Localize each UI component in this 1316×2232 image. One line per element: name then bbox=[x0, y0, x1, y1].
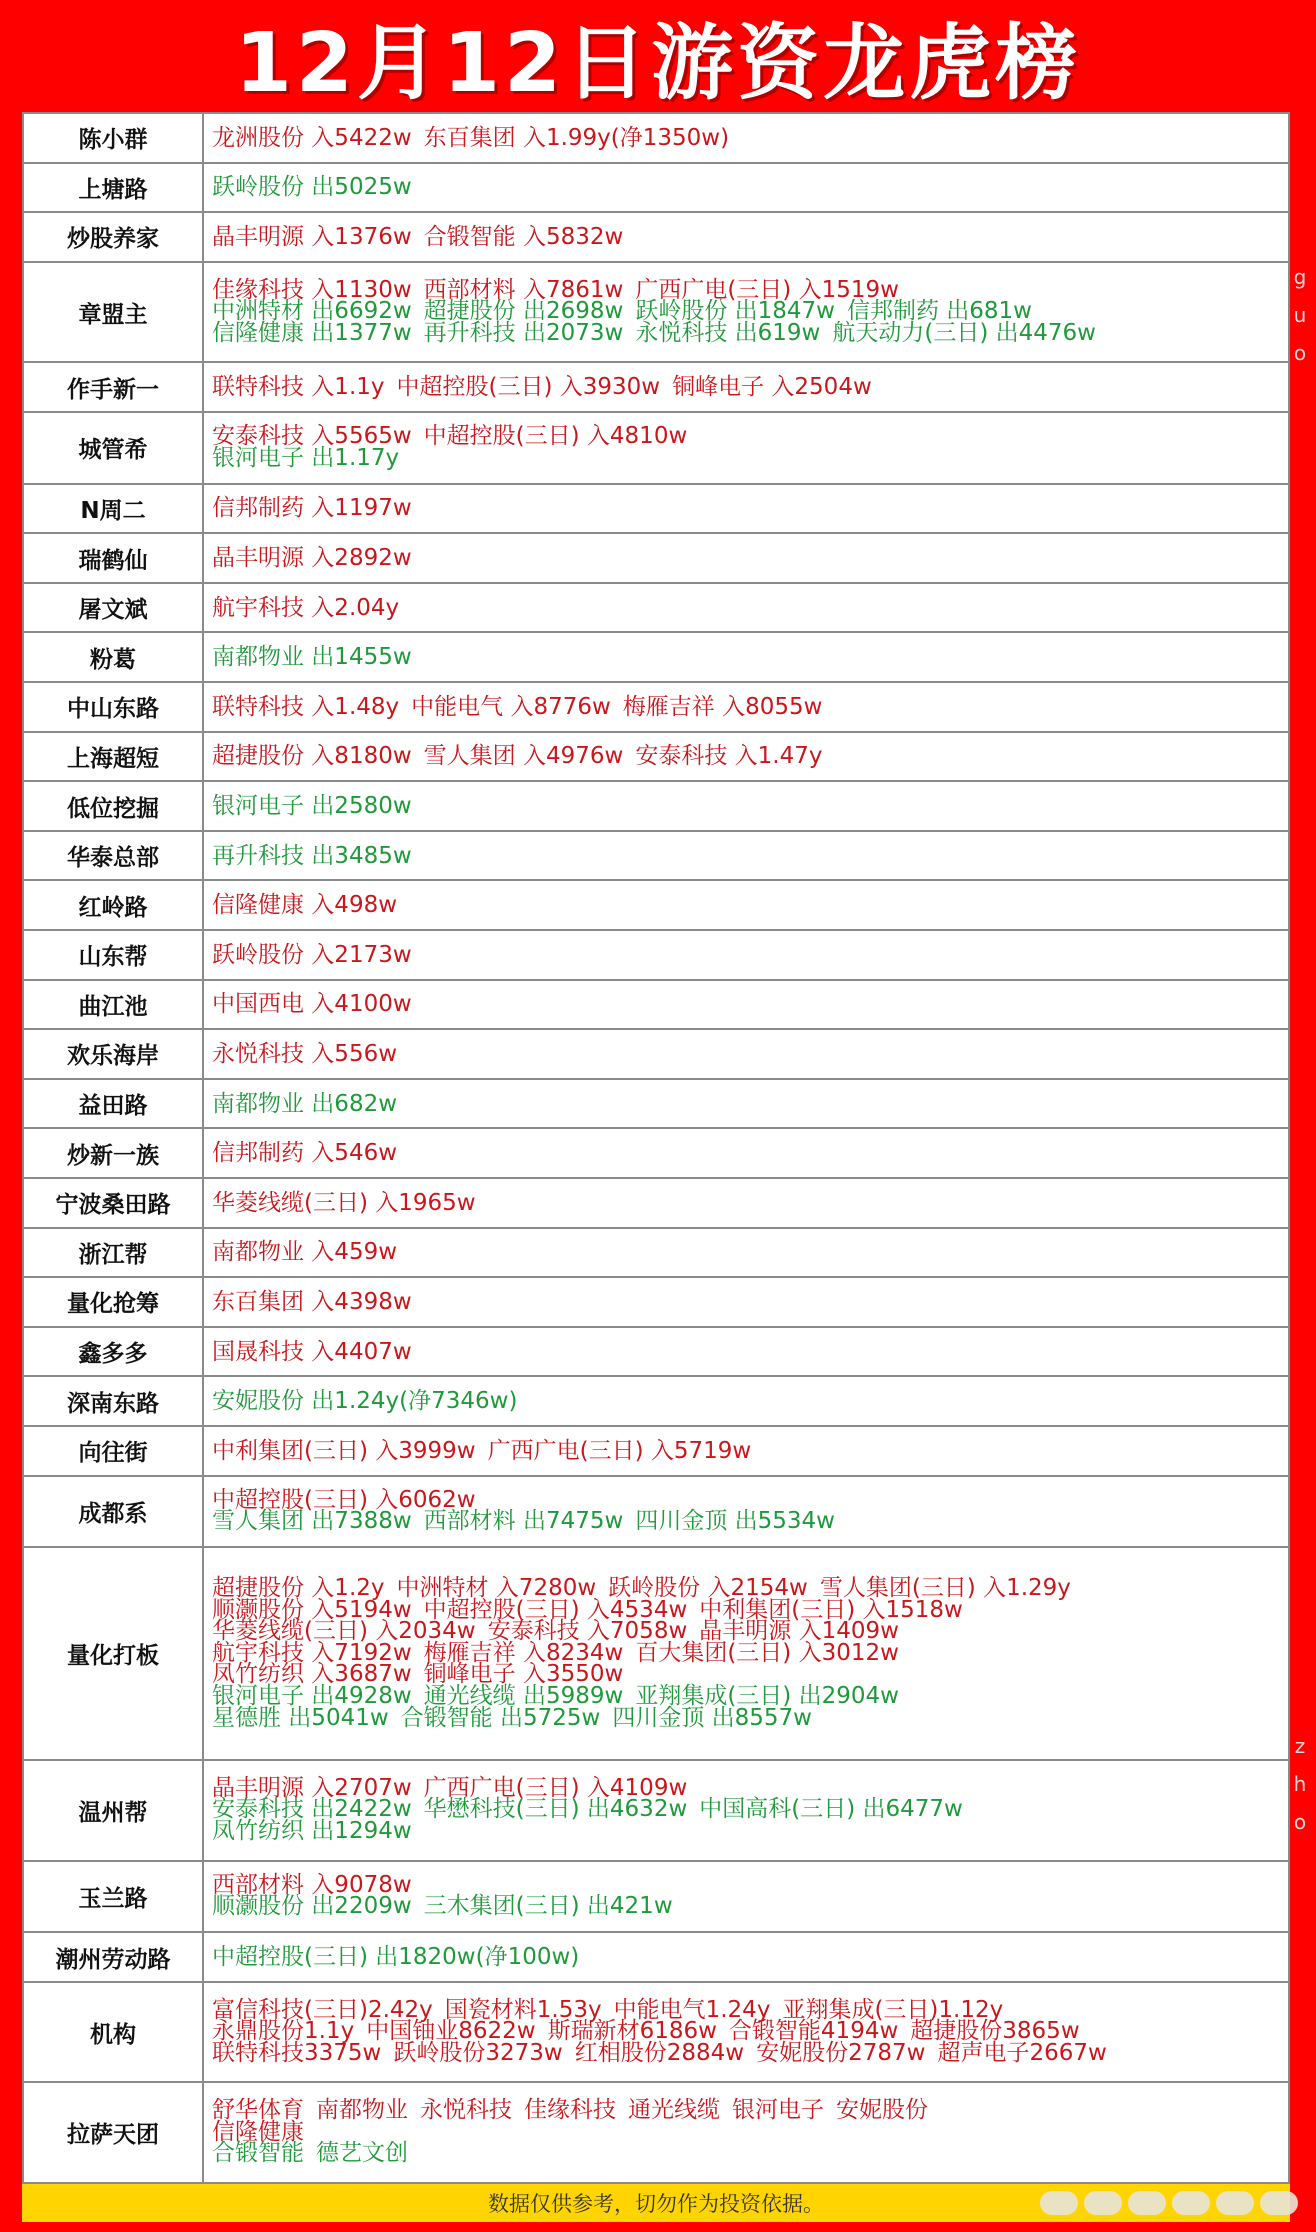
trade-line bbox=[212, 791, 1288, 821]
trader-name: 炒股养家 bbox=[23, 212, 203, 262]
trade-list bbox=[203, 583, 1289, 633]
trade-line bbox=[212, 741, 1288, 771]
trade-list bbox=[203, 1029, 1289, 1079]
trader-name: 玉兰路 bbox=[23, 1861, 203, 1933]
trade-buy-entry: 合锻智能4194w bbox=[728, 2018, 899, 2045]
table-row bbox=[23, 930, 1289, 980]
trade-sell-entry: 信隆健康 出1377w bbox=[212, 319, 412, 346]
trade-sell-entry: 亚翔集成(三日) 出2904w bbox=[635, 1683, 899, 1710]
trade-buy-entry: 信邦制药 入546w bbox=[212, 1140, 398, 1167]
trade-sell-entry: 银河电子 出1.17y bbox=[212, 444, 400, 471]
trade-buy-entry: 红相股份2884w bbox=[574, 2039, 745, 2066]
trade-sell-entry: 再升科技 出2073w bbox=[423, 319, 624, 346]
trader-name: 作手新一 bbox=[23, 362, 203, 412]
table-row bbox=[23, 484, 1289, 534]
trade-sell-entry: 四川金顶 出5534w bbox=[635, 1508, 835, 1535]
trader-name: 成都系 bbox=[23, 1476, 203, 1548]
trade-buy-entry: 雪人集团(三日) 入1.29y bbox=[819, 1575, 1071, 1602]
trader-name: 炒新一族 bbox=[23, 1128, 203, 1178]
trade-buy-entry: 晶丰明源 入2707w bbox=[212, 1774, 412, 1801]
trade-buy-entry: 中洲特材 入7280w bbox=[396, 1575, 597, 1602]
trade-list bbox=[203, 262, 1289, 362]
trade-buy-entry: 晶丰明源 入1409w bbox=[699, 1618, 899, 1645]
trader-name: 城管希 bbox=[23, 412, 203, 484]
trade-list bbox=[203, 732, 1289, 782]
trade-list bbox=[203, 362, 1289, 412]
trade-buy-entry: 永鼎股份1.1y bbox=[212, 2018, 355, 2045]
trade-buy-entry: 国瓷材料1.53y bbox=[444, 1996, 602, 2023]
trade-line bbox=[212, 123, 1288, 153]
trade-buy-entry: 中超控股(三日) 入4810w bbox=[423, 423, 688, 450]
watermark-bottom bbox=[1292, 1727, 1308, 1841]
trade-list bbox=[203, 930, 1289, 980]
title-bar bbox=[0, 0, 1316, 112]
trade-buy-entry: 晶丰明源 入1376w bbox=[212, 223, 412, 250]
trade-sell-entry: 跃岭股份 出5025w bbox=[212, 174, 412, 201]
trade-buy-entry: 安泰科技 入5565w bbox=[212, 423, 412, 450]
table-row bbox=[23, 1982, 1289, 2082]
trade-buy-entry: 安妮股份2787w bbox=[756, 2039, 926, 2066]
trade-sell-entry: 永悦科技 出619w bbox=[635, 319, 821, 346]
trade-list bbox=[203, 1932, 1289, 1982]
trade-buy-entry: 超捷股份3865w bbox=[910, 2018, 1080, 2045]
trade-sell-entry: 合锻智能 bbox=[212, 2140, 304, 2167]
trade-buy-entry: 梅雁吉祥 入8055w bbox=[622, 693, 823, 720]
trade-buy-entry: 通光线缆 bbox=[628, 2097, 720, 2124]
trade-buy-entry: 中国铀业8622w bbox=[366, 2018, 536, 2045]
trade-buy-entry: 凤竹纺织 入3687w bbox=[212, 1661, 412, 1688]
trade-sell-entry: 信邦制药 出681w bbox=[846, 298, 1032, 325]
trade-buy-entry: 超捷股份 入8180w bbox=[212, 743, 412, 770]
trade-sell-entry: 安妮股份 出1.24y(净7346w) bbox=[212, 1388, 518, 1415]
trade-sell-entry: 三木集团(三日) 出421w bbox=[423, 1893, 673, 1920]
trade-buy-entry: 梅雁吉祥 入8234w bbox=[423, 1639, 624, 1666]
table-row bbox=[23, 781, 1289, 831]
trade-sell-entry: 四川金顶 出8557w bbox=[612, 1704, 812, 1731]
trade-buy-entry: 跃岭股份3273w bbox=[393, 2039, 563, 2066]
trader-name: 潮州劳动路 bbox=[23, 1932, 203, 1982]
trade-list bbox=[203, 1426, 1289, 1476]
trade-buy-entry: 华菱线缆(三日) 入2034w bbox=[212, 1618, 476, 1645]
trade-line bbox=[212, 1089, 1288, 1119]
trade-buy-entry: 中能电气1.24y bbox=[613, 1996, 771, 2023]
trade-buy-entry: 顺灏股份 入5194w bbox=[212, 1596, 412, 1623]
trade-buy-entry: 铜峰电子 入2504w bbox=[672, 374, 872, 401]
trade-buy-entry: 航宇科技 入7192w bbox=[212, 1639, 412, 1666]
table-row bbox=[23, 113, 1289, 163]
trade-list bbox=[203, 1327, 1289, 1377]
table-row bbox=[23, 1426, 1289, 1476]
trade-list bbox=[203, 781, 1289, 831]
table-row bbox=[23, 1327, 1289, 1377]
trader-name: 屠文斌 bbox=[23, 583, 203, 633]
table-row bbox=[23, 1029, 1289, 1079]
table-row bbox=[23, 1861, 1289, 1933]
trade-buy-entry: 西部材料 入9078w bbox=[212, 1871, 412, 1898]
table-row bbox=[23, 533, 1289, 583]
trade-list bbox=[203, 1760, 1289, 1860]
trade-buy-entry: 安妮股份 bbox=[836, 2097, 928, 2124]
trade-sell-entry: 合锻智能 出5725w bbox=[400, 1704, 601, 1731]
trade-list bbox=[203, 632, 1289, 682]
trade-line bbox=[212, 493, 1288, 523]
trader-name: 鑫多多 bbox=[23, 1327, 203, 1377]
table-row bbox=[23, 1760, 1289, 1860]
trader-name: 机构 bbox=[23, 1982, 203, 2082]
table-row bbox=[23, 831, 1289, 881]
trader-name: 浙江帮 bbox=[23, 1228, 203, 1278]
ranking-table bbox=[22, 112, 1290, 2184]
trade-buy-entry: 东百集团 入4398w bbox=[212, 1288, 412, 1315]
trade-sell-entry: 顺灏股份 出2209w bbox=[212, 1893, 412, 1920]
trade-buy-entry: 华菱线缆(三日) 入1965w bbox=[212, 1189, 476, 1216]
trade-list bbox=[203, 533, 1289, 583]
table-row bbox=[23, 362, 1289, 412]
trade-buy-entry: 超声电子2667w bbox=[937, 2039, 1107, 2066]
trade-buy-entry: 东百集团 入1.99y(净1350w) bbox=[423, 124, 730, 151]
trade-sell-entry: 星德胜 出5041w bbox=[212, 1704, 389, 1731]
trade-sell-entry: 西部材料 出7475w bbox=[423, 1508, 624, 1535]
watermark-char: h bbox=[1293, 1772, 1307, 1796]
trade-list bbox=[203, 980, 1289, 1030]
trade-buy-entry: 信邦制药 入1197w bbox=[212, 495, 412, 522]
trade-buy-entry: 中利集团(三日) 入3999w bbox=[212, 1437, 476, 1464]
trade-line bbox=[212, 222, 1288, 252]
trade-list bbox=[203, 1277, 1289, 1327]
table-row bbox=[23, 212, 1289, 262]
trade-line bbox=[212, 940, 1288, 970]
trader-name: 山东帮 bbox=[23, 930, 203, 980]
trade-line bbox=[212, 2097, 1288, 2124]
trade-sell-entry: 超捷股份 出2698w bbox=[423, 298, 624, 325]
trade-buy-entry: 安泰科技 入1.47y bbox=[635, 743, 823, 770]
table-row bbox=[23, 980, 1289, 1030]
trade-buy-entry: 中国西电 入4100w bbox=[212, 991, 412, 1018]
trade-line bbox=[212, 642, 1288, 672]
table-row bbox=[23, 1228, 1289, 1278]
trade-buy-entry: 南都物业 bbox=[316, 2097, 408, 2124]
trade-list bbox=[203, 113, 1289, 163]
trader-name: 华泰总部 bbox=[23, 831, 203, 881]
table-row bbox=[23, 632, 1289, 682]
trader-name: 章盟主 bbox=[23, 262, 203, 362]
trade-sell-entry: 南都物业 出682w bbox=[212, 1090, 398, 1117]
trade-buy-entry: 永悦科技 入556w bbox=[212, 1040, 398, 1067]
trade-line bbox=[212, 593, 1288, 623]
trade-buy-entry: 富信科技(三日)2.42y bbox=[212, 1996, 433, 2023]
trade-buy-entry: 超捷股份 入1.2y bbox=[212, 1575, 385, 1602]
trader-name: 瑞鹤仙 bbox=[23, 533, 203, 583]
trade-buy-entry: 南都物业 入459w bbox=[212, 1239, 398, 1266]
trade-buy-entry: 佳缘科技 bbox=[524, 2097, 616, 2124]
trade-line bbox=[212, 2140, 1288, 2167]
trade-buy-entry: 信隆健康 入498w bbox=[212, 892, 398, 919]
watermark-char: u bbox=[1293, 303, 1307, 327]
page-title: 12月12日游资龙虎榜 bbox=[234, 15, 1082, 111]
trade-buy-entry: 跃岭股份 入2173w bbox=[212, 941, 412, 968]
trader-name: 粉葛 bbox=[23, 632, 203, 682]
trade-line bbox=[212, 1138, 1288, 1168]
trade-buy-entry: 亚翔集成(三日)1.12y bbox=[782, 1996, 1004, 2023]
table-row bbox=[23, 732, 1289, 782]
trade-buy-entry: 联特科技3375w bbox=[212, 2039, 382, 2066]
trade-list bbox=[203, 163, 1289, 213]
trade-buy-entry: 广西广电(三日) 入4109w bbox=[423, 1774, 688, 1801]
trade-buy-entry: 佳缘科技 入1130w bbox=[212, 276, 412, 303]
trade-line bbox=[212, 319, 1288, 346]
trade-buy-entry: 雪人集团 入4976w bbox=[423, 743, 624, 770]
table-row bbox=[23, 583, 1289, 633]
trade-list bbox=[203, 880, 1289, 930]
watermark-char: o bbox=[1293, 341, 1307, 365]
trade-list bbox=[203, 2082, 1289, 2183]
table-row bbox=[23, 2082, 1289, 2183]
trade-line bbox=[212, 172, 1288, 202]
trader-name: 益田路 bbox=[23, 1079, 203, 1129]
trade-line bbox=[212, 372, 1288, 402]
trade-line bbox=[212, 1237, 1288, 1267]
watermark-top bbox=[1292, 258, 1308, 372]
trade-sell-entry: 通光线缆 出5989w bbox=[423, 1683, 624, 1710]
trade-line bbox=[212, 1386, 1288, 1416]
trader-name: 红岭路 bbox=[23, 880, 203, 930]
blurred-logo-icon bbox=[1040, 2183, 1300, 2223]
trade-buy-entry: 中利集团(三日) 入1518w bbox=[699, 1596, 963, 1623]
trade-line bbox=[212, 1508, 1288, 1535]
trade-sell-entry: 再升科技 出3485w bbox=[212, 842, 412, 869]
trade-buy-entry: 中超控股(三日) 入4534w bbox=[423, 1596, 688, 1623]
trade-sell-entry: 凤竹纺织 出1294w bbox=[212, 1818, 412, 1845]
table-row bbox=[23, 1178, 1289, 1228]
trade-list bbox=[203, 412, 1289, 484]
trade-sell-entry: 银河电子 出2580w bbox=[212, 793, 412, 819]
trader-name: 低位挖掘 bbox=[23, 781, 203, 831]
trader-name: 温州帮 bbox=[23, 1760, 203, 1860]
trade-buy-entry: 龙洲股份 入5422w bbox=[212, 124, 412, 151]
trade-line bbox=[212, 1287, 1288, 1317]
trade-buy-entry: 西部材料 入7861w bbox=[423, 276, 624, 303]
trade-line bbox=[212, 1188, 1288, 1218]
table-row bbox=[23, 1277, 1289, 1327]
trade-line bbox=[212, 1818, 1288, 1845]
trade-sell-entry: 德艺文创 bbox=[316, 2140, 408, 2167]
trade-buy-entry: 联特科技 入1.48y bbox=[212, 693, 400, 720]
table-row bbox=[23, 1547, 1289, 1760]
trader-name: 深南东路 bbox=[23, 1376, 203, 1426]
trade-buy-entry: 广西广电(三日) 入1519w bbox=[635, 276, 899, 303]
trade-list bbox=[203, 1228, 1289, 1278]
trade-line bbox=[212, 444, 1288, 471]
trade-sell-entry: 南都物业 出1455w bbox=[212, 644, 412, 671]
trade-buy-entry: 中超控股(三日) 入3930w bbox=[396, 374, 661, 401]
trade-line bbox=[212, 1704, 1288, 1731]
trade-list bbox=[203, 1861, 1289, 1933]
trade-list bbox=[203, 1128, 1289, 1178]
trader-name: N周二 bbox=[23, 484, 203, 534]
trade-buy-entry: 广西广电(三日) 入5719w bbox=[487, 1437, 752, 1464]
trade-buy-entry: 跃岭股份 入2154w bbox=[608, 1575, 808, 1602]
trade-list bbox=[203, 484, 1289, 534]
trade-sell-entry: 跃岭股份 出1847w bbox=[635, 298, 835, 325]
trade-line bbox=[212, 543, 1288, 573]
trade-sell-entry: 航天动力(三日) 出4476w bbox=[832, 319, 1096, 346]
trade-buy-entry: 合锻智能 入5832w bbox=[423, 223, 624, 250]
trade-buy-entry: 晶丰明源 入2892w bbox=[212, 545, 412, 572]
trade-line bbox=[212, 1942, 1288, 1972]
trade-buy-entry: 百大集团(三日) 入3012w bbox=[635, 1639, 899, 1666]
ranking-grid bbox=[22, 112, 1290, 2184]
trade-list bbox=[203, 682, 1289, 732]
trade-sell-entry: 中洲特材 出6692w bbox=[212, 298, 412, 325]
trade-list bbox=[203, 1982, 1289, 2082]
table-row bbox=[23, 163, 1289, 213]
trader-name: 中山东路 bbox=[23, 682, 203, 732]
trade-line bbox=[212, 2039, 1288, 2066]
trade-buy-entry: 永悦科技 bbox=[420, 2097, 512, 2124]
trade-sell-entry: 安泰科技 出2422w bbox=[212, 1796, 412, 1823]
table-row bbox=[23, 1376, 1289, 1426]
trade-line bbox=[212, 1893, 1288, 1920]
trade-list bbox=[203, 1079, 1289, 1129]
trader-name: 欢乐海岸 bbox=[23, 1029, 203, 1079]
trader-name: 量化抢筹 bbox=[23, 1277, 203, 1327]
trade-buy-entry: 国晟科技 入4407w bbox=[212, 1338, 412, 1365]
table-row bbox=[23, 1079, 1289, 1129]
trader-name: 上海超短 bbox=[23, 732, 203, 782]
trader-name: 陈小群 bbox=[23, 113, 203, 163]
table-row bbox=[23, 262, 1289, 362]
trade-sell-entry: 雪人集团 出7388w bbox=[212, 1508, 412, 1535]
table-row bbox=[23, 1128, 1289, 1178]
trade-list bbox=[203, 212, 1289, 262]
trade-buy-entry: 中超控股(三日) 入6062w bbox=[212, 1486, 476, 1513]
trader-name: 曲江池 bbox=[23, 980, 203, 1030]
trade-list bbox=[203, 831, 1289, 881]
trader-name: 量化打板 bbox=[23, 1547, 203, 1760]
trader-name: 拉萨天团 bbox=[23, 2082, 203, 2183]
watermark-char: o bbox=[1293, 1810, 1307, 1834]
table-row bbox=[23, 412, 1289, 484]
table-row bbox=[23, 880, 1289, 930]
trade-buy-entry: 铜峰电子 入3550w bbox=[423, 1661, 624, 1688]
table-row bbox=[23, 682, 1289, 732]
trade-line bbox=[212, 692, 1288, 722]
trade-buy-entry: 联特科技 入1.1y bbox=[212, 374, 385, 401]
trade-buy-entry: 航宇科技 入2.04y bbox=[212, 594, 400, 621]
footer-disclaimer: 数据仅供参考，切勿作为投资依据。 bbox=[488, 2192, 824, 2216]
trade-buy-entry: 中能电气 入8776w bbox=[411, 693, 611, 720]
table-row bbox=[23, 1476, 1289, 1548]
trade-sell-entry: 中超控股(三日) 出1820w(净100w) bbox=[212, 1944, 580, 1971]
trader-name: 向往街 bbox=[23, 1426, 203, 1476]
trade-line bbox=[212, 989, 1288, 1019]
trade-line bbox=[212, 890, 1288, 920]
trade-list bbox=[203, 1178, 1289, 1228]
trade-line bbox=[212, 1436, 1288, 1466]
trade-list bbox=[203, 1476, 1289, 1548]
watermark-char: z bbox=[1294, 1734, 1306, 1758]
trade-sell-entry: 中国高科(三日) 出6477w bbox=[699, 1796, 963, 1823]
trader-name: 宁波桑田路 bbox=[23, 1178, 203, 1228]
trade-line bbox=[212, 841, 1288, 871]
watermark-char: g bbox=[1293, 265, 1307, 289]
trade-buy-entry: 信隆健康 bbox=[212, 2118, 304, 2145]
trade-sell-entry: 银河电子 出4928w bbox=[212, 1683, 412, 1710]
table-row bbox=[23, 1932, 1289, 1982]
trade-sell-entry: 华懋科技(三日) 出4632w bbox=[423, 1796, 688, 1823]
trader-name: 上塘路 bbox=[23, 163, 203, 213]
trade-buy-entry: 斯瑞新材6186w bbox=[547, 2018, 717, 2045]
trade-line bbox=[212, 1039, 1288, 1069]
trade-buy-entry: 银河电子 bbox=[732, 2097, 824, 2124]
trade-line bbox=[212, 1337, 1288, 1367]
trade-list bbox=[203, 1376, 1289, 1426]
trade-buy-entry: 安泰科技 入7058w bbox=[487, 1618, 688, 1645]
trade-list bbox=[203, 1547, 1289, 1760]
trade-buy-entry: 舒华体育 bbox=[212, 2097, 304, 2124]
